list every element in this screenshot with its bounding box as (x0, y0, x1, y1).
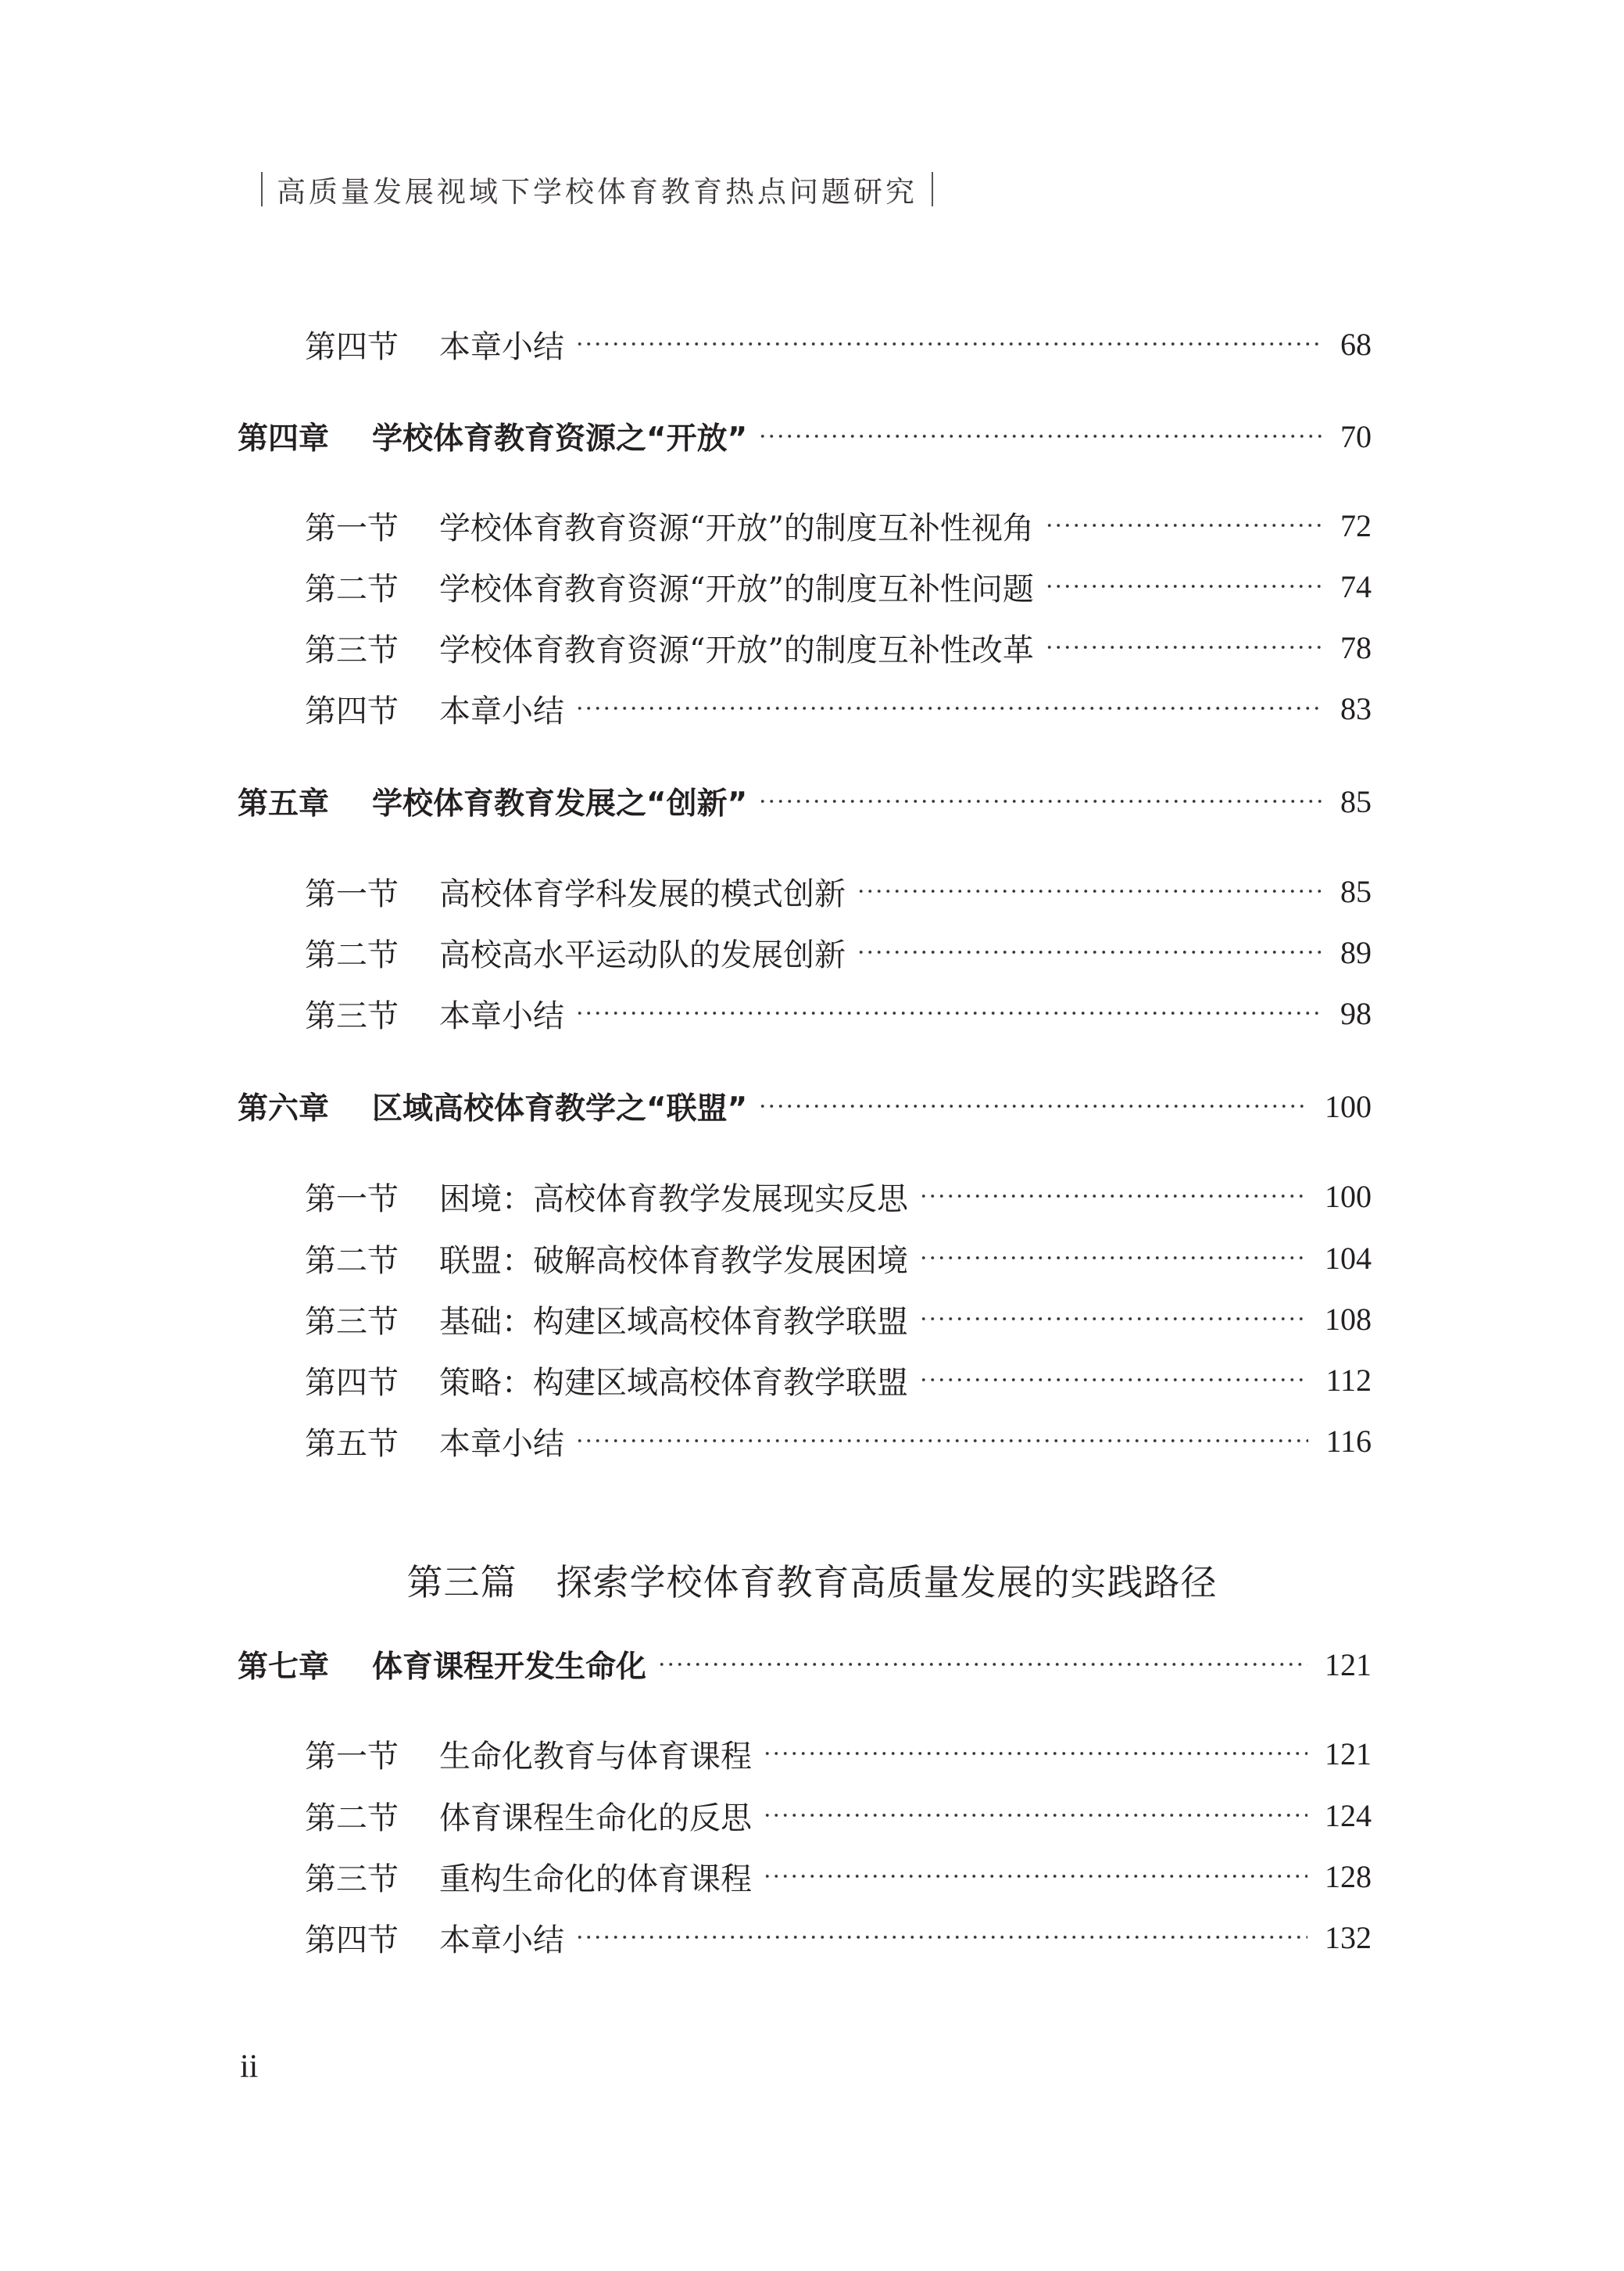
toc-entry-title: 高校体育学科发展的模式创新 (439, 876, 846, 912)
toc-section-entry (305, 561, 1372, 611)
toc-section-entry (305, 1233, 1372, 1283)
toc-entry-number: 第六章 (238, 1091, 330, 1127)
toc-entry-number: 第一节 (305, 1738, 399, 1775)
toc-entry-page: 72 (1340, 507, 1372, 543)
toc-entry-number: 第四节 (305, 1922, 399, 1958)
toc-entry-number: 第四节 (305, 328, 399, 365)
toc-section-entry (305, 1728, 1372, 1778)
dot-leader (919, 1256, 1307, 1259)
toc-entry-page: 100 (1325, 1088, 1372, 1124)
dot-leader (575, 1012, 1323, 1015)
toc-entry-page: 128 (1325, 1858, 1372, 1894)
toc-entry-title: 学校体育教育资源“开放”的制度互补性视角 (439, 510, 1034, 546)
dot-leader (919, 1378, 1308, 1381)
toc-entry-title: 本章小结 (439, 1425, 564, 1462)
toc-entry-title: 困境：高校体育教学发展现实反思 (439, 1180, 908, 1217)
toc-entry-page: 100 (1325, 1178, 1372, 1214)
toc-entry-page: 121 (1325, 1735, 1372, 1771)
toc-entry-page: 116 (1325, 1423, 1372, 1459)
toc-entry-title: 本章小结 (439, 998, 564, 1034)
toc-entry-number: 第三节 (305, 632, 399, 668)
toc-section-entry (305, 1851, 1372, 1901)
toc-entry-title: 区域高校体育教学之“联盟” (372, 1091, 748, 1127)
toc-entry-number: 第四节 (305, 1364, 399, 1401)
toc-section-entry (305, 1912, 1372, 1962)
toc-entry-page: 112 (1325, 1362, 1372, 1398)
toc-entry-page: 124 (1325, 1797, 1372, 1833)
toc-section-entry (305, 1790, 1372, 1840)
toc-entry-number: 第四章 (238, 421, 330, 457)
toc-chapter-entry (238, 1081, 1372, 1131)
dot-leader (857, 890, 1323, 893)
toc-entry-page: 132 (1325, 1919, 1372, 1955)
toc-entry-title: 学校体育教育发展之“创新” (372, 786, 748, 822)
page-number: ii (240, 2049, 259, 2085)
toc-entry-number: 第五章 (238, 786, 330, 822)
toc-section-entry (305, 683, 1372, 733)
toc-entry-page: 85 (1340, 873, 1372, 909)
toc-entry-page: 121 (1325, 1646, 1372, 1682)
toc-entry-page: 70 (1340, 418, 1372, 454)
toc-entry-page: 108 (1325, 1301, 1372, 1337)
toc-section-entry (305, 927, 1372, 977)
dot-leader (758, 800, 1323, 803)
toc-section-entry (305, 866, 1372, 916)
part-number: 第三篇 (406, 1561, 517, 1603)
toc-entry-number: 第五节 (305, 1425, 399, 1462)
toc-entry-title: 学校体育教育资源“开放”的制度互补性改革 (439, 632, 1034, 668)
toc-section-entry (305, 1294, 1372, 1344)
toc-entry-title: 体育课程开发生命化 (372, 1650, 647, 1685)
dot-leader (575, 1439, 1308, 1442)
toc-entry-title: 体育课程生命化的反思 (439, 1800, 752, 1836)
running-head-text: 高质量发展视域下学校体育教育热点问题研究 (277, 175, 918, 209)
toc-chapter-entry (238, 411, 1372, 461)
dot-leader (575, 342, 1323, 346)
toc-chapter-entry (238, 1639, 1372, 1689)
toc-entry-page: 85 (1340, 783, 1372, 819)
toc-entry-page: 78 (1340, 629, 1372, 665)
toc-entry-title: 策略：构建区域高校体育教学联盟 (439, 1364, 908, 1401)
part-title-text: 探索学校体育教育高质量发展的实践路径 (556, 1561, 1218, 1603)
toc-entry-page: 83 (1340, 690, 1372, 726)
toc-entry-title: 重构生命化的体育课程 (439, 1861, 752, 1897)
toc-section-entry (305, 1416, 1372, 1466)
toc-entry-number: 第二节 (305, 1800, 399, 1836)
toc-entry-title: 学校体育教育资源“开放”的制度互补性问题 (439, 571, 1034, 607)
toc-entry-title: 本章小结 (439, 693, 564, 729)
toc-entry-title: 本章小结 (439, 328, 564, 365)
toc-entry-page: 104 (1325, 1240, 1372, 1276)
toc-entry-number: 第一节 (305, 876, 399, 912)
toc-entry-number: 第七章 (238, 1650, 330, 1685)
dot-leader (1045, 646, 1323, 649)
toc-entry-page: 89 (1340, 934, 1372, 970)
dot-leader (758, 435, 1323, 438)
toc-entry-page: 74 (1340, 568, 1372, 604)
toc-chapter-entry (238, 776, 1372, 826)
toc-entry-title: 学校体育教育资源之“开放” (372, 421, 748, 457)
toc-entry-number: 第三节 (305, 1861, 399, 1897)
toc-section-entry (305, 500, 1372, 550)
toc-entry-number: 第一节 (305, 1180, 399, 1217)
toc-entry-number: 第二节 (305, 937, 399, 973)
toc-entry-title: 基础：构建区域高校体育教学联盟 (439, 1303, 908, 1340)
toc-section-entry (305, 1171, 1372, 1221)
toc-entry-number: 第二节 (305, 1242, 399, 1279)
toc-section-entry (305, 1355, 1372, 1405)
dot-leader (657, 1663, 1307, 1666)
dot-leader (1045, 585, 1323, 588)
dot-leader (575, 707, 1323, 710)
toc-entry-number: 第三节 (305, 998, 399, 1034)
toc-entry-number: 第四节 (305, 693, 399, 729)
toc-entry-number: 第三节 (305, 1303, 399, 1340)
toc-entry-number: 第二节 (305, 571, 399, 607)
toc-entry-title: 联盟：破解高校体育教学发展困境 (439, 1242, 908, 1279)
toc-entry-number: 第一节 (305, 510, 399, 546)
part-title (0, 1554, 1624, 1617)
dot-leader (1045, 524, 1323, 527)
toc-entry-title: 高校高水平运动队的发展创新 (439, 937, 846, 973)
dot-leader (763, 1875, 1307, 1878)
toc-entry-title: 本章小结 (439, 1922, 564, 1958)
dot-leader (857, 951, 1323, 954)
dot-leader (919, 1195, 1307, 1198)
dot-leader (763, 1814, 1307, 1817)
toc-entry-page: 68 (1340, 326, 1372, 362)
toc-entry-title: 生命化教育与体育课程 (439, 1738, 752, 1775)
dot-leader (763, 1752, 1307, 1755)
dot-leader (919, 1317, 1307, 1320)
dot-leader (758, 1105, 1307, 1108)
toc-section-entry (305, 622, 1372, 672)
toc-section-entry (305, 319, 1372, 369)
toc-entry-page: 98 (1340, 995, 1372, 1031)
toc-section-entry (305, 988, 1372, 1038)
dot-leader (575, 1936, 1307, 1939)
